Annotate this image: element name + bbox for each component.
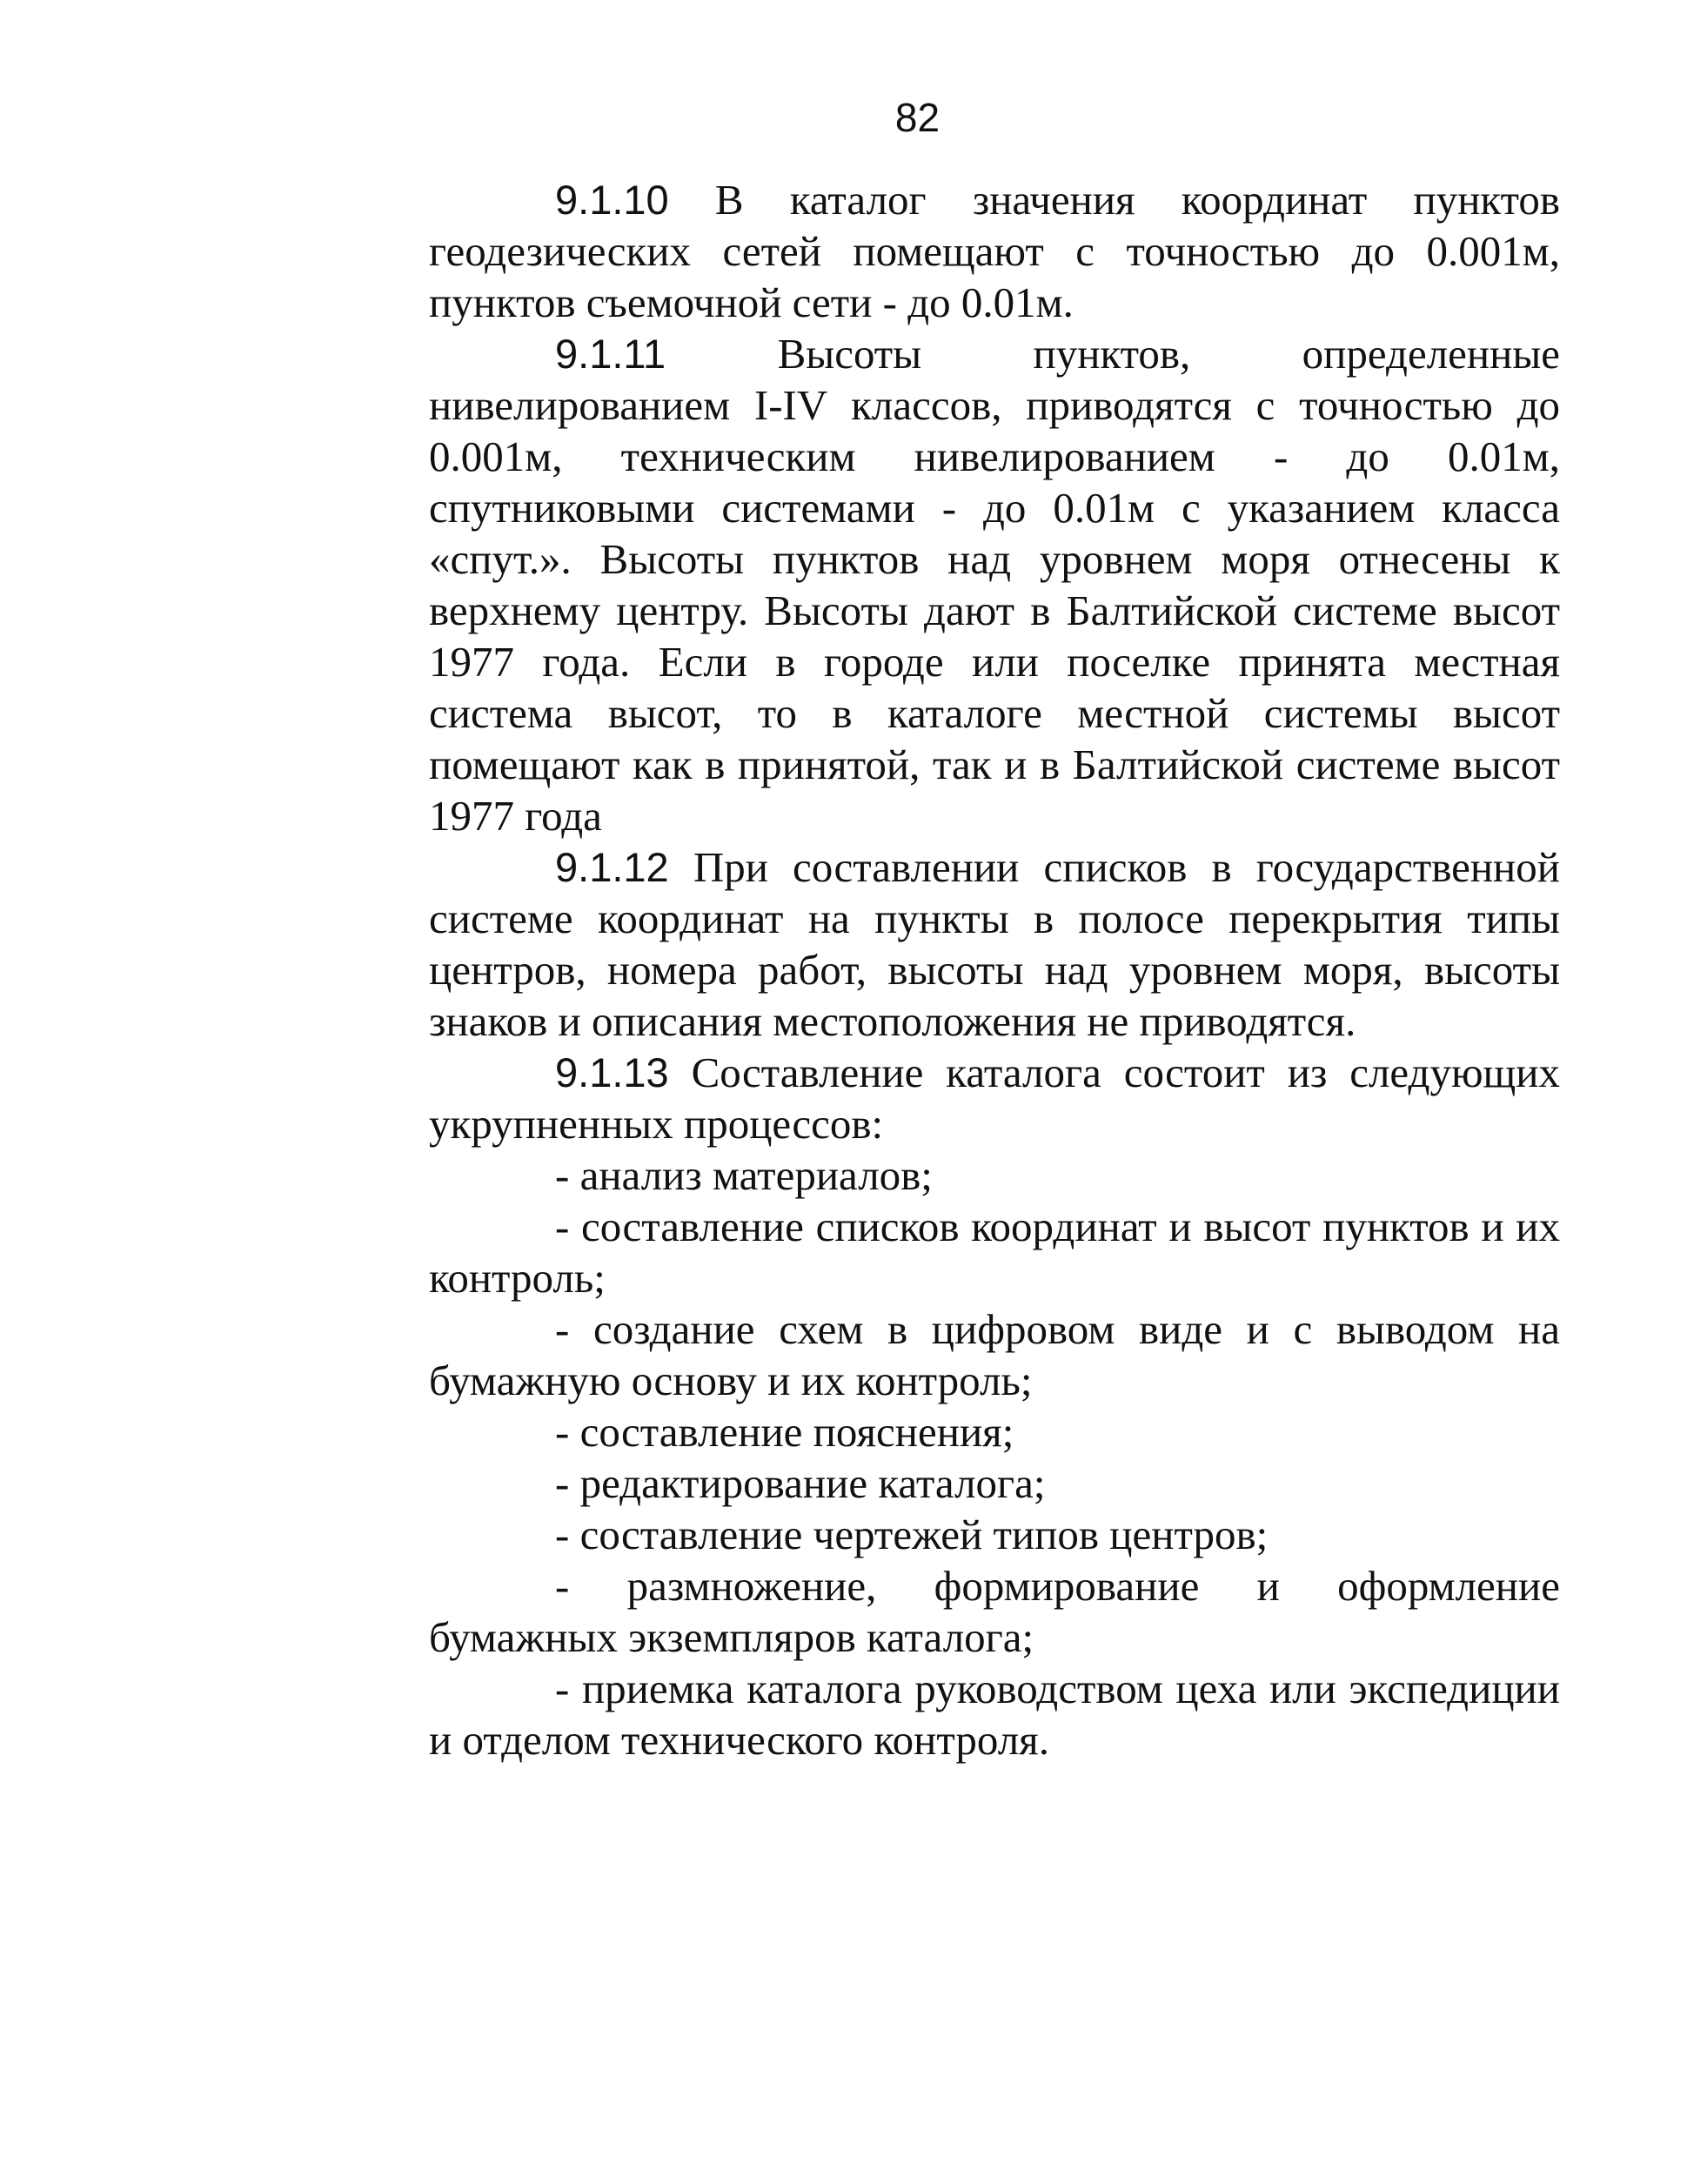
clause-number: 9.1.11 <box>555 331 666 377</box>
paragraph-text: Составление каталога состоит из следующих укрупненных процессов: <box>429 1048 1561 1148</box>
clause-number: 9.1.10 <box>555 177 669 223</box>
list-item: - приемка каталога руководством цеха или экспедиции и отделом технического контроля. <box>429 1665 1560 1764</box>
paragraph-9-1-10 <box>429 174 1560 328</box>
clause-number: 9.1.13 <box>555 1049 669 1095</box>
list-item: - редактирование каталога; <box>555 1459 1046 1507</box>
process-list <box>429 1149 1560 1765</box>
page-number: 82 <box>894 95 941 140</box>
list-item: - анализ материалов; <box>555 1151 933 1199</box>
list-item: - составление чертежей типов центров; <box>555 1511 1269 1558</box>
paragraph-text: В каталог значения координат пунктов геодезических сетей помещают с точностью до 0.001м, пунктов съемочной сети - до 0.01м. <box>429 176 1560 326</box>
list-item: - создание схем в цифровом виде и с выводом на бумажную основу и их контроль; <box>429 1305 1560 1404</box>
clause-number: 9.1.12 <box>555 844 669 890</box>
paragraph-9-1-13 <box>429 1047 1560 1149</box>
paragraph-9-1-11 <box>429 328 1560 841</box>
paragraph-text: Высоты пунктов, определенные нивелированием I-IV классов, приводятся с точностью до 0.001м, техническим нивелированием - до 0.01м, спутниковыми системами - до 0.01м с указанием класса «спут.». Высоты пунктов над уровнем моря отнесены к верхнему центру. Высоты дают в Балтийской системе высот 1977 года. Если в городе или поселке принята местная система высот, то в каталоге местной системы высот помещают как в принятой, так и в Балтийской системе высот 1977 года <box>429 330 1561 840</box>
list-item: - составление списков координат и высот пунктов и их контроль; <box>429 1203 1560 1302</box>
paragraph-text: При составлении списков в государственной системе координат на пункты в полосе перекрытия типы центров, номера работ, высоты над уровнем моря, высоты знаков и описания местоположения не приводятся. <box>429 843 1560 1045</box>
list-item: - составление пояснения; <box>555 1408 1014 1456</box>
paragraph-9-1-12 <box>429 841 1560 1047</box>
body-text <box>429 174 1560 1765</box>
list-item: - размножение, формирование и оформление бумажных экземпляров каталога; <box>429 1562 1560 1661</box>
